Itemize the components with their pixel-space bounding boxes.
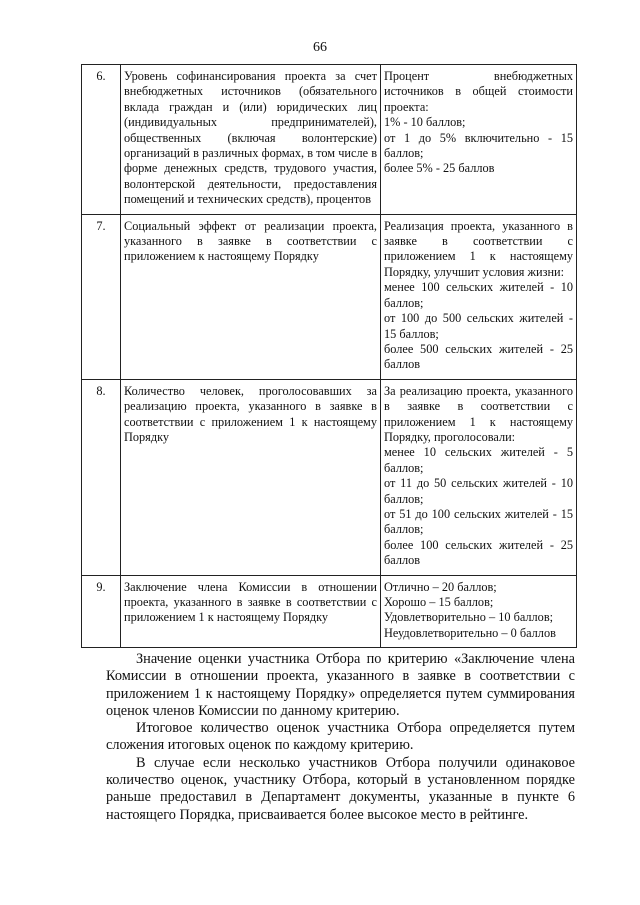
score-line: Отлично – 20 баллов; — [384, 579, 497, 594]
page-number: 66 — [313, 40, 327, 55]
score-cell — [381, 65, 577, 215]
score-line: более 500 сельских жителей - 25 баллов — [384, 341, 573, 372]
score-line: Хорошо – 15 баллов; — [384, 595, 494, 609]
score-line: более 5% - 25 баллов — [384, 161, 495, 176]
criterion-text: Уровень софинансирования проекта за счет внебюджетных источников (обязательного вклада граждан и (или) юридических лиц (индивидуальных предпринимателей), общественных (включая волонтерские) организаций в различных формах, в том числе в форме денежных средств, трудового участия, волонтерской деятельности, предоставления помещений и технических средств), процентов — [121, 65, 381, 215]
score-line: более 100 сельских жителей - 25 баллов — [384, 537, 573, 568]
criterion-text: Социальный эффект от реализации проекта, указанного в заявке в соответствии с приложением к настоящему Порядку — [121, 214, 381, 379]
table-row — [82, 214, 577, 379]
table-row — [82, 379, 577, 575]
score-line: Процент внебюджетных источников в общей стоимости проекта: — [384, 69, 573, 114]
score-cell — [381, 214, 577, 379]
score-line: от 1 до 5% включительно - 15 баллов; — [384, 130, 573, 161]
score-line: 1% - 10 баллов; — [384, 115, 466, 130]
row-number: 9. — [82, 575, 121, 648]
table-row — [82, 575, 577, 648]
criterion-text: Заключение члена Комиссии в отношении проекта, указанного в заявке в соответствии с приложением 1 к настоящему Порядку — [121, 575, 381, 648]
score-line: от 11 до 50 сельских жителей - 10 баллов; — [384, 476, 573, 506]
score-cell — [381, 575, 577, 648]
table-row — [82, 65, 577, 215]
row-number: 7. — [82, 214, 121, 379]
criterion-text: Количество человек, проголосовавших за реализацию проекта, указанного в заявке в соответствии с приложением 1 к настоящему Порядку — [121, 379, 381, 575]
row-number: 8. — [82, 379, 121, 575]
paragraph: Итоговое количество оценок участника Отбора определяется путем сложения итоговых оценок по каждому критерию. — [106, 720, 575, 754]
score-line: Реализация проекта, указанного в заявке в соответствии с приложением 1 к настоящему Порядку, улучшит условия жизни: — [384, 218, 573, 279]
score-line: За реализацию проекта, указанного в заявке в соответствии с приложением 1 к настоящему Порядку, проголосовали: — [384, 383, 573, 444]
paragraph: В случае если несколько участников Отбора получили одинаковое количество оценок, участнику Отбора, который в установленном порядке раньше предоставил в Департамент документы, указанные в пункте 6 настоящего Порядка, присваивается более высокое место в рейтинге. — [106, 754, 575, 823]
score-line: Неудовлетворительно – 0 баллов — [384, 625, 556, 640]
criteria-table — [81, 64, 577, 648]
score-line: менее 100 сельских жителей - 10 баллов; — [384, 280, 573, 310]
paragraph: Значение оценки участника Отбора по критерию «Заключение члена Комиссии в отношении проекта, указанного в заявке в соответствии с приложением 1 к настоящему Порядку» определяется путем суммирования оценок членов Комиссии по данному критерию. — [106, 651, 575, 719]
score-line: от 100 до 500 сельских жителей - 15 баллов; — [384, 311, 573, 341]
row-number: 6. — [82, 65, 121, 215]
score-line: менее 10 сельских жителей - 5 баллов; — [384, 445, 573, 475]
score-line: Удовлетворительно – 10 баллов; — [384, 610, 554, 625]
body-text — [106, 651, 575, 824]
score-line: от 51 до 100 сельских жителей - 15 баллов; — [384, 506, 573, 537]
score-cell — [381, 379, 577, 575]
